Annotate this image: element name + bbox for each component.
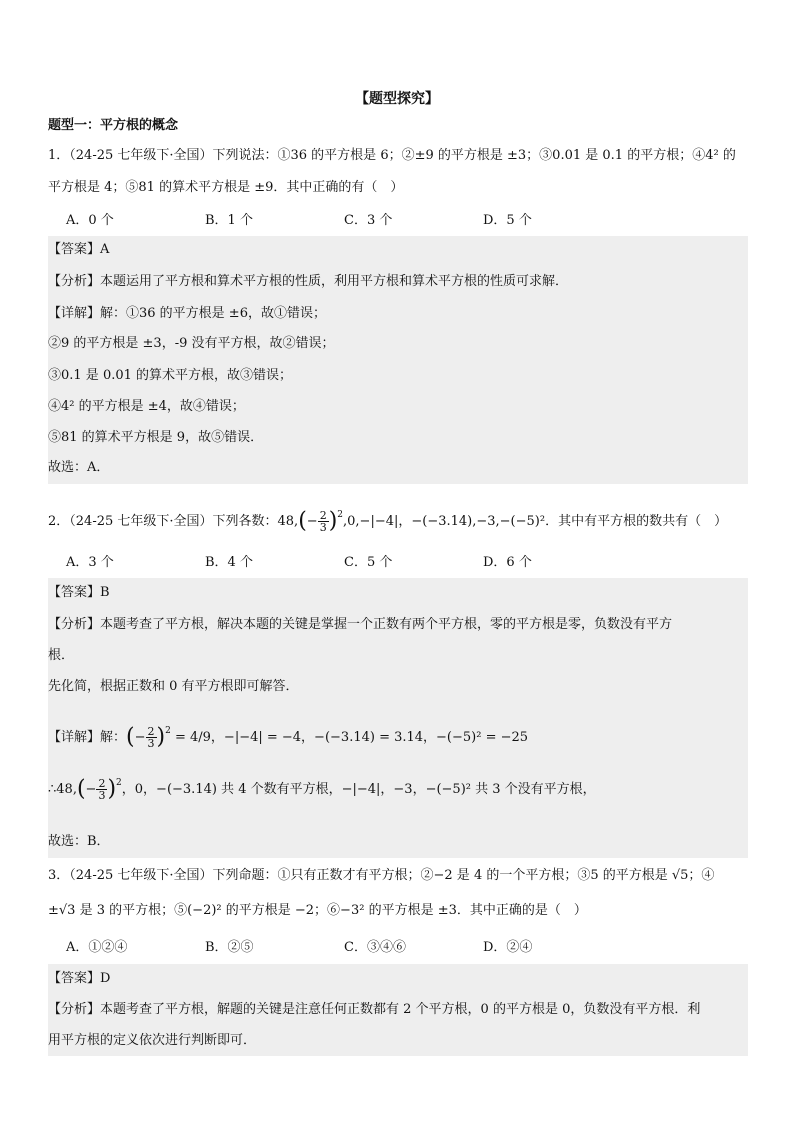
option-d: D．6 个 xyxy=(483,555,532,570)
option-a: A．3 个 xyxy=(66,555,114,570)
option-a: A．①②④ xyxy=(66,940,128,955)
option-b: B．②⑤ xyxy=(205,940,254,955)
question-1-detail-3: ③0.1 是 0.01 的算术平方根，故③错误； xyxy=(48,368,293,383)
question-2-rest: ,0,−|−4|，−(−3.14),−3,−(−5)²．其中有平方根的数共有（ ） xyxy=(343,514,728,529)
question-3-analysis-2: 用平方根的定义依次进行判断即可． xyxy=(48,1033,257,1048)
option-c: C．③④⑥ xyxy=(344,940,406,955)
question-1-detail-4: ④4² 的平方根是 ±4，故④错误； xyxy=(48,399,245,414)
option-c: C．3 个 xyxy=(344,213,393,228)
option-a: A．0 个 xyxy=(66,213,114,228)
question-3-line-2: ±√3 是 3 的平方根；⑤(−2)² 的平方根是 −2；⑥−3² 的平方根是 ±3．其中正确的是（ ） xyxy=(48,903,587,918)
question-3-analysis-1: 【分析】本题考查了平方根，解题的关键是注意任何正数都有 2 个平方根，0 的平方根是 0，负数没有平方根．利 xyxy=(48,1002,701,1017)
option-b: B．4 个 xyxy=(205,555,253,570)
question-2-analysis-1: 【分析】本题考查了平方根，解决本题的关键是掌握一个正数有两个平方根，零的平方根是零，负数没有平方 xyxy=(48,617,673,632)
question-2-detail-3: 故选：B． xyxy=(48,834,110,849)
page-title: 【题型探究】 xyxy=(355,91,439,107)
question-2-analysis-3: 先化简，根据正数和 0 有平方根即可解答． xyxy=(48,679,299,694)
question-2-detail-2: ∴48,(− $\frac{2}{3}$ )$^2$，0，−(−3.14) 共 4 个数有平方根，−|−4|，−3，−(−5)² 共 3 个没有平方根， xyxy=(48,776,596,802)
question-2-stem: 2．（24-25 七年级下·全国）下列各数：48,(− $\frac{2}{3}$ )$^2$,0,−|−4|，−(−3.14),−3,−(−5)²．其中有平方根的数共有（ ） xyxy=(48,508,728,534)
option-d: D．5 个 xyxy=(483,213,532,228)
question-2-detail-1: 【详解】解：(− $\frac{2}{3}$ )$^2$ = 4/9，−|−4| = −4，−(−3.14) = 3.14，−(−5)² = −25 xyxy=(48,724,529,750)
section-heading: 题型一：平方根的概念 xyxy=(48,118,179,133)
question-1-analysis: 【分析】本题运用了平方根和算术平方根的性质，利用平方根和算术平方根的性质可求解． xyxy=(48,274,569,289)
question-3-answer: 【答案】D xyxy=(48,971,111,986)
question-1-answer: 【答案】A xyxy=(48,242,110,257)
question-2-answer: 【答案】B xyxy=(48,585,110,600)
question-1-line-1: 1．（24-25 七年级下·全国）下列说法：①36 的平方根是 6；②±9 的平方根是 ±3；③0.01 是 0.1 的平方根；④4² 的 xyxy=(48,148,736,163)
option-c: C．5 个 xyxy=(344,555,393,570)
question-1-detail-6: 故选：A． xyxy=(48,460,110,475)
fraction-two-thirds: $\frac{2}{3}$ xyxy=(319,509,327,534)
option-b: B．1 个 xyxy=(205,213,253,228)
question-1-detail-5: ⑤81 的算术平方根是 9，故⑤错误． xyxy=(48,430,264,445)
question-1-options xyxy=(66,211,622,231)
question-2-analysis-2: 根． xyxy=(48,648,75,663)
question-1-detail-1: 【详解】解：①36 的平方根是 ±6，故①错误； xyxy=(48,306,326,321)
question-3-options xyxy=(66,938,622,958)
option-d: D．②④ xyxy=(483,940,533,955)
question-2-options xyxy=(66,553,622,573)
question-3-line-1: 3．（24-25 七年级下·全国）下列命题：①只有正数才有平方根；②−2 是 4 的一个平方根；③5 的平方根是 √5；④ xyxy=(48,868,715,883)
question-2-prefix: 2．（24-25 七年级下·全国）下列各数：48, xyxy=(48,514,299,529)
question-1-line-2: 平方根是 4；⑤81 的算术平方根是 ±9．其中正确的有（ ） xyxy=(48,180,404,195)
question-1-detail-2: ②9 的平方根是 ±3，-9 没有平方根，故②错误； xyxy=(48,336,335,351)
